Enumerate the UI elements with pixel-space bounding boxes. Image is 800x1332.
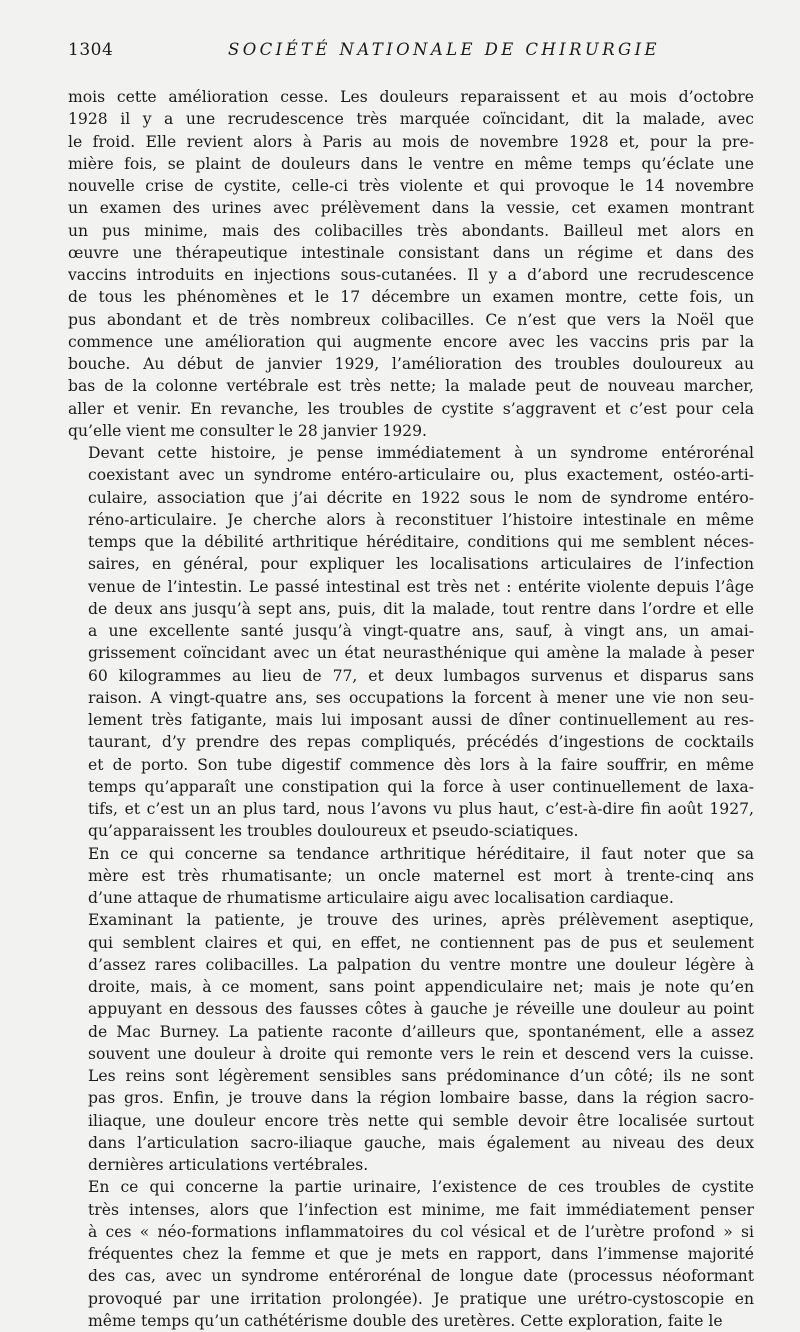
text-line: nouvelle crise de cystite, celle-ci très violente et qui provoque le 14 novembre <box>68 177 754 195</box>
text-line: pus abondant et de très nombreux colibacilles. Ce n’est que vers la Noël que <box>68 310 754 329</box>
text-line: de Mac Burney. La patiente raconte d’ailleurs que, spontanément, elle a assez <box>88 1022 754 1041</box>
text-line: tifs, et c’est un an plus tard, nous l’avons vu plus haut, c’est-à-dire fin août 1927, <box>88 800 754 818</box>
text-line: commence une amélioration qui augmente encore avec les vaccins pris par la <box>68 332 754 351</box>
text-line: bas de la colonne vertébrale est très nette; la malade peut de nouveau marcher, <box>68 377 754 396</box>
text-line: qu’elle vient me consulter le 28 janvier 1929. <box>68 421 427 440</box>
text-line: de tous les phénomènes et le 17 décembre un examen montre, cette fois, un <box>68 288 754 307</box>
text-line: dernières articulations vertébrales. <box>88 1156 369 1174</box>
text-line: droite, mais, à ce moment, sans point appendiculaire net; mais je note qu’en <box>88 978 754 996</box>
text-line: Devant cette histoire, je pense immédiatement à un syndrome entérorénal <box>88 444 754 462</box>
text-line: provoqué par une irritation prolongée). Je pratique une urétro-cystoscopie en <box>88 1289 754 1308</box>
paragraph <box>68 843 754 910</box>
text-line: iliaque, une douleur encore très nette qui semble devoir être localisée surtout <box>88 1111 754 1130</box>
text-line: le froid. Elle revient alors à Paris au mois de novembre 1928 et, pour la pre- <box>68 132 754 151</box>
text-line: d’assez rares colibacilles. La palpation du ventre montre une douleur légère à <box>88 955 754 974</box>
text-line: très intenses, alors que l’infection est minime, me fait immédiatement penser <box>88 1200 754 1219</box>
page-header <box>68 40 752 70</box>
text-line: culaire, association que j’ai décrite en 1922 sous le nom de syndrome entéro- <box>88 488 754 507</box>
text-line: qu’apparaissent les troubles douloureux et pseudo-sciatiques. <box>88 822 579 841</box>
running-head: SOCIÉTÉ NATIONALE DE CHIRURGIE <box>228 40 660 59</box>
text-line: raison. A vingt-quatre ans, ses occupations la forcent à mener une vie non seu- <box>88 688 754 707</box>
text-line: réno-articulaire. Je cherche alors à reconstituer l’histoire intestinale en même <box>88 510 754 529</box>
text-line: mière fois, se plaint de douleurs dans le ventre en même temps qu’éclate une <box>68 154 754 173</box>
text-line: En ce qui concerne la partie urinaire, l’existence de ces troubles de cystite <box>88 1178 754 1197</box>
text-line: taurant, d’y prendre des repas compliqués, précédés d’ingestions de cocktails <box>88 733 754 752</box>
text-line: œuvre une thérapeutique intestinale consistant dans un régime et dans des <box>68 243 754 262</box>
text-line: Examinant la patiente, je trouve des urines, après prélèvement aseptique, <box>88 911 754 930</box>
text-line: Les reins sont légèrement sensibles sans prédominance d’un côté; ils ne sont <box>88 1067 754 1085</box>
text-line: saires, en général, pour expliquer les localisations articulaires de l’infection <box>88 555 754 574</box>
text-line: souvent une douleur à droite qui remonte vers le rein et descend vers la cuisse. <box>88 1044 754 1063</box>
text-line: lement très fatigante, mais lui imposant aussi de dîner continuellement au res- <box>88 711 754 729</box>
text-line: bouche. Au début de janvier 1929, l’amélioration des troubles douloureux au <box>68 355 754 373</box>
text-line: à ces « néo-formations inflammatoires du col vésical et de l’urètre profond » si <box>88 1222 754 1241</box>
text-line: a une excellente santé jusqu’à vingt-quatre ans, sauf, à vingt ans, un amai- <box>88 622 754 640</box>
text-line: fréquentes chez la femme et que je mets en rapport, dans l’immense majorité <box>88 1245 754 1263</box>
paragraph <box>68 909 754 1176</box>
text-line: d’une attaque de rhumatisme articulaire aigu avec localisation cardiaque. <box>88 889 674 907</box>
text-line: mois cette amélioration cesse. Les douleurs reparaissent et au mois d’octobre <box>68 88 754 106</box>
text-line: En ce qui concerne sa tendance arthritique héréditaire, il faut noter que sa <box>88 844 754 863</box>
text-line: 60 kilogrammes au lieu de 77, et deux lumbagos survenus et disparus sans <box>88 666 754 685</box>
text-line: un pus minime, mais des colibacilles très abondants. Bailleul met alors en <box>68 221 754 240</box>
paragraph <box>68 1176 754 1332</box>
text-line: et de porto. Son tube digestif commence dès lors à la faire souffrir, en même <box>88 755 754 774</box>
text-line: vaccins introduits en injections sous-cutanées. Il y a d’abord une recrudescence <box>68 266 754 284</box>
text-line: venue de l’intestin. Le passé intestinal est très net : entérite violente depuis l’âge <box>88 577 754 596</box>
text-line: grissement coïncidant avec un état neurasthénique qui amène la malade à peser <box>88 644 754 663</box>
text-line: aller et venir. En revanche, les troubles de cystite s’aggravent et c’est pour cela <box>68 399 754 418</box>
text-line: qui semblent claires et qui, en effet, ne contiennent pas de pus et seulement <box>88 933 754 952</box>
text-line: 1928 il y a une recrudescence très marquée coïncidant, dit la malade, avec <box>68 110 754 129</box>
text-line: temps que la débilité arthritique héréditaire, conditions qui me semblent néces- <box>88 533 754 551</box>
paragraph <box>68 442 754 843</box>
page-number: 1304 <box>68 40 114 60</box>
text-line: mère est très rhumatisante; un oncle maternel est mort à trente-cinq ans <box>88 866 754 885</box>
body-text <box>68 86 754 1332</box>
text-line: des cas, avec un syndrome entérorénal de longue date (processus néoformant <box>88 1267 754 1286</box>
text-line: même temps qu’un cathétérisme double des uretères. Cette exploration, faite le <box>88 1311 723 1330</box>
text-line: pas gros. Enfin, je trouve dans la région lombaire basse, dans la région sacro- <box>88 1089 754 1108</box>
paragraph <box>68 86 754 442</box>
text-line: dans l’articulation sacro-iliaque gauche, mais également au niveau des deux <box>88 1133 754 1152</box>
text-line: temps qu’apparaît une constipation qui la force à user continuellement de laxa- <box>88 777 754 796</box>
text-line: coexistant avec un syndrome entéro-articulaire ou, plus exactement, ostéo-arti- <box>88 466 754 485</box>
text-line: appuyant en dessous des fausses côtes à gauche je réveille une douleur au point <box>88 1000 754 1019</box>
text-line: un examen des urines avec prélèvement dans la vessie, cet examen montrant <box>68 199 754 218</box>
text-line: de deux ans jusqu’à sept ans, puis, dit la malade, tout rentre dans l’ordre et elle <box>88 599 754 618</box>
